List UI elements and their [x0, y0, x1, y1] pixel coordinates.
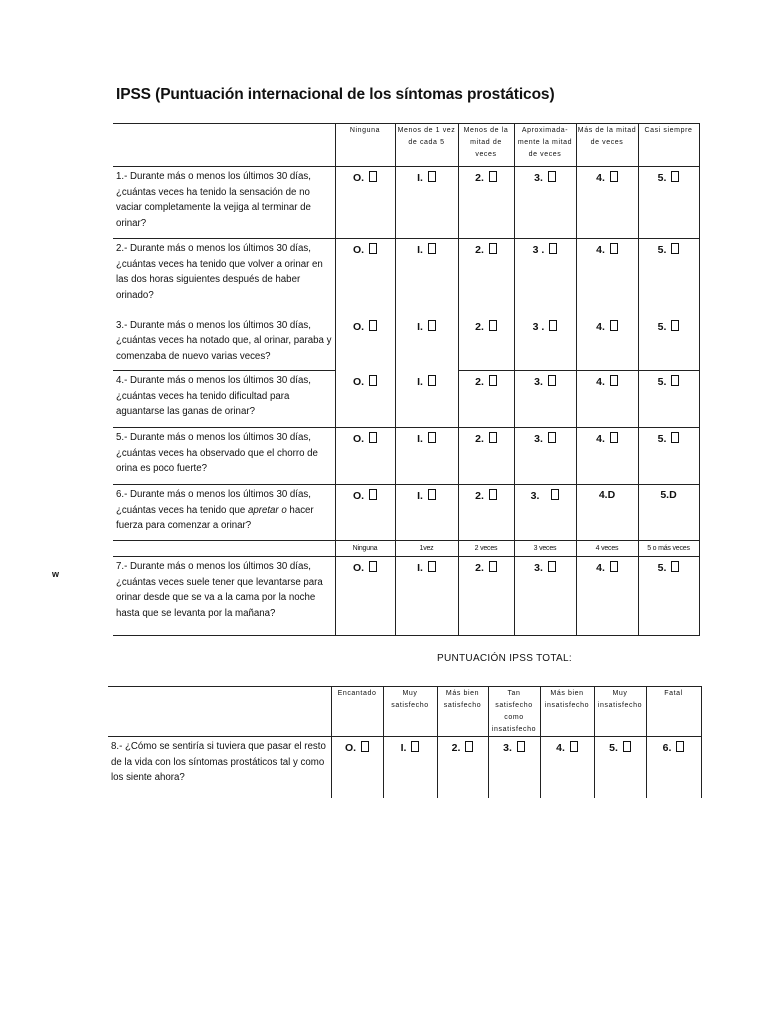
- checkbox-icon[interactable]: [428, 320, 436, 331]
- answer-option-0[interactable]: [335, 167, 395, 239]
- checkbox-icon[interactable]: [517, 741, 525, 752]
- question-text: 2.- Durante más o menos los últimos 30 días, ¿cuántas veces ha tenido que volver a orinar en las dos horas siguientes después de haber orinado?: [116, 243, 323, 301]
- answer-option-1[interactable]: [395, 239, 458, 316]
- answer-option-5[interactable]: [638, 239, 699, 316]
- question-row-6: [113, 485, 699, 541]
- option-label: I.: [400, 742, 407, 754]
- answer-option-4[interactable]: [540, 737, 594, 798]
- checkbox-icon[interactable]: [676, 741, 684, 752]
- answer-option-2[interactable]: [437, 737, 488, 798]
- checkbox-icon[interactable]: [610, 171, 618, 182]
- answer-option-0[interactable]: [331, 737, 383, 798]
- option-label: I.: [417, 490, 423, 502]
- header-row: [113, 124, 699, 167]
- question-text: 1.- Durante más o menos los últimos 30 días, ¿cuántas veces ha tenido la sensación de no vaciar completamente la vejiga al terminar de orinar?: [113, 167, 335, 239]
- checkbox-icon[interactable]: [489, 375, 497, 386]
- option-label: 5.: [657, 320, 667, 333]
- answer-option-5[interactable]: [638, 485, 699, 541]
- option-label: O.: [352, 172, 365, 184]
- checkbox-icon[interactable]: [549, 320, 557, 331]
- option-label: 5.D: [660, 489, 677, 501]
- checkbox-icon[interactable]: [489, 171, 497, 182]
- question-row-5: [113, 428, 699, 485]
- option-label: 3.: [534, 376, 543, 388]
- question-text: 8.- ¿Cómo se sentiría si tuviera que pasar el resto de la vida con los síntomas prostáticos tal y como los siente ahora?: [111, 741, 326, 783]
- answer-option-2[interactable]: [458, 239, 514, 316]
- checkbox-icon[interactable]: [489, 243, 497, 254]
- answer-option-0[interactable]: [335, 316, 395, 371]
- checkbox-icon[interactable]: [671, 561, 679, 572]
- answer-option-4[interactable]: [576, 371, 638, 428]
- option-label: O.: [352, 375, 365, 388]
- question-text: 5.- Durante más o menos los últimos 30 días, ¿cuántas veces ha observado que el chorro de orina es poco fuerte?: [113, 428, 335, 485]
- answer-option-1[interactable]: [383, 737, 437, 798]
- checkbox-icon[interactable]: [489, 320, 497, 331]
- answer-option-4[interactable]: [576, 239, 638, 316]
- checkbox-icon[interactable]: [548, 432, 556, 443]
- header-encantado: Encantado: [331, 687, 383, 737]
- header-ninguna: Ninguna: [335, 124, 395, 167]
- option-label: 2.: [475, 244, 484, 256]
- option-label: 6.: [662, 742, 672, 754]
- answer-option-0[interactable]: [335, 371, 395, 428]
- question-text: 7.- Durante más o menos los últimos 30 días, ¿cuántas veces suele tener que levantarse para orinar desde que se va a la cama por la noche hasta que se levanta por la mañana?: [113, 557, 335, 636]
- header-blank: [108, 687, 331, 737]
- checkbox-icon[interactable]: [570, 741, 578, 752]
- answer-option-4[interactable]: [576, 557, 638, 636]
- question-row-3: [113, 316, 699, 371]
- header-blank: [113, 541, 335, 557]
- answer-option-0[interactable]: [335, 557, 395, 636]
- option-label: 4.: [556, 742, 565, 754]
- checkbox-icon[interactable]: [610, 561, 618, 572]
- checkbox-icon[interactable]: [369, 489, 377, 500]
- header-muy-satisfecho: Muy satisfecho: [383, 687, 437, 737]
- checkbox-icon[interactable]: [369, 375, 377, 386]
- header-mas-bien-satisfecho: Más bien satisfecho: [437, 687, 488, 737]
- answer-option-5[interactable]: [638, 428, 699, 485]
- q7-header-3: 3 veces: [514, 541, 576, 557]
- option-label: 3 .: [532, 244, 545, 256]
- checkbox-icon[interactable]: [610, 243, 618, 254]
- answer-option-3[interactable]: [514, 239, 576, 316]
- q7-header-5: 5 o más veces: [638, 541, 699, 557]
- option-label: 4.: [596, 244, 605, 256]
- header-mas-bien-insatisfecho: Más bien insatisfecho: [540, 687, 594, 737]
- question-row-7: [113, 557, 699, 636]
- option-label: 2.: [475, 376, 484, 388]
- checkbox-icon[interactable]: [549, 243, 557, 254]
- answer-option-4[interactable]: [576, 167, 638, 239]
- answer-option-3[interactable]: [514, 167, 576, 239]
- answer-option-5[interactable]: [638, 167, 699, 239]
- checkbox-icon[interactable]: [610, 432, 618, 443]
- q7-header-2: 2 veces: [458, 541, 514, 557]
- option-label: 4.: [596, 562, 605, 574]
- option-label: O.: [352, 320, 365, 333]
- checkbox-icon[interactable]: [369, 320, 377, 331]
- checkbox-icon[interactable]: [548, 375, 556, 386]
- option-label: 3.: [503, 742, 512, 754]
- answer-option-3[interactable]: [514, 428, 576, 485]
- header-fatal: Fatal: [646, 687, 701, 737]
- option-label: 5.: [609, 742, 618, 754]
- option-label: 3.: [534, 562, 543, 574]
- answer-option-1[interactable]: [395, 316, 458, 371]
- option-label: 5.: [657, 562, 667, 574]
- checkbox-icon[interactable]: [369, 171, 377, 182]
- answer-option-5[interactable]: [638, 557, 699, 636]
- ipss-total-label: PUNTUACIÓN IPSS TOTAL:: [437, 653, 572, 664]
- header-menos-mitad: Menos de la mitad de veces: [458, 124, 514, 167]
- option-label: I.: [417, 244, 423, 256]
- question-text: 3.- Durante más o menos los últimos 30 días, ¿cuántas veces ha notado que, al orinar, paraba y comenzaba de nuevo varias veces?: [113, 316, 335, 371]
- question-text: [113, 485, 335, 541]
- quality-of-life-table: [108, 686, 702, 798]
- option-label: O.: [352, 433, 365, 445]
- option-label: 4.: [596, 433, 605, 445]
- option-label: 4.D: [598, 489, 616, 501]
- checkbox-icon[interactable]: [428, 171, 436, 182]
- option-label: I.: [417, 433, 423, 445]
- answer-option-5[interactable]: [594, 737, 646, 798]
- checkbox-icon[interactable]: [671, 171, 679, 182]
- question-text: 4.- Durante más o menos los últimos 30 días, ¿cuántas veces ha tenido dificultad para aguantarse las ganas de orinar?: [113, 371, 335, 428]
- satisfaction-header-row: [108, 687, 701, 737]
- option-label: I.: [417, 172, 423, 184]
- answer-option-1[interactable]: [395, 557, 458, 636]
- checkbox-icon[interactable]: [610, 320, 618, 331]
- option-label: 3.: [534, 433, 543, 445]
- option-label: 5.: [657, 376, 667, 388]
- question-row-1: [113, 167, 699, 239]
- stray-mark: w: [52, 569, 60, 579]
- option-label: I.: [417, 375, 423, 388]
- option-label: 5.: [657, 433, 667, 445]
- answer-option-5[interactable]: [638, 316, 699, 371]
- answer-option-2[interactable]: [458, 485, 514, 541]
- option-label: 4.: [596, 376, 605, 388]
- option-label: 3.: [534, 172, 543, 184]
- header-mas-mitad: Más de la mitad de veces: [576, 124, 638, 167]
- option-label: 2.: [451, 742, 461, 754]
- option-label: 3.: [530, 490, 540, 502]
- option-label: 2.: [475, 172, 484, 184]
- option-label: 4.: [596, 320, 605, 333]
- checkbox-icon[interactable]: [671, 375, 679, 386]
- option-label: I.: [417, 320, 423, 333]
- page-title: IPSS (Puntuación internacional de los síntomas prostáticos): [116, 86, 555, 103]
- checkbox-icon[interactable]: [489, 432, 497, 443]
- header-menos-1-de-5: Menos de 1 vez de cada 5: [395, 124, 458, 167]
- answer-option-2[interactable]: [458, 371, 514, 428]
- checkbox-icon[interactable]: [548, 561, 556, 572]
- answer-option-1[interactable]: [395, 428, 458, 485]
- checkbox-icon[interactable]: [428, 489, 436, 500]
- q7-header-1: 1vez: [395, 541, 458, 557]
- answer-option-4[interactable]: [576, 428, 638, 485]
- answer-option-2[interactable]: [458, 557, 514, 636]
- answer-option-0[interactable]: [335, 428, 395, 485]
- header-muy-insatisfecho: Muy insatisfecho: [594, 687, 646, 737]
- option-label: 5.: [657, 172, 667, 184]
- question-text-part: hacer fuerza para comenzar a orinar?: [116, 504, 314, 531]
- answer-option-6[interactable]: [646, 737, 701, 798]
- option-label: O.: [352, 244, 365, 256]
- checkbox-icon[interactable]: [428, 432, 436, 443]
- header-aprox-mitad: Aproximada-mente la mitad de veces: [514, 124, 576, 167]
- question-text-part: 6.- Durante más o menos los últimos 30 días, ¿cuántas veces ha tenido que: [116, 489, 311, 516]
- checkbox-icon[interactable]: [369, 561, 377, 572]
- option-label: 3 .: [532, 320, 545, 333]
- option-label: 4.: [596, 172, 605, 184]
- q7-header-0: Ninguna: [335, 541, 395, 557]
- checkbox-icon[interactable]: [551, 489, 559, 500]
- checkbox-icon[interactable]: [411, 741, 419, 752]
- answer-option-4[interactable]: [576, 485, 638, 541]
- checkbox-icon[interactable]: [369, 432, 377, 443]
- answer-option-3[interactable]: [514, 557, 576, 636]
- answer-option-0[interactable]: [335, 485, 395, 541]
- answer-option-3[interactable]: [514, 316, 576, 371]
- option-label: 5.: [657, 244, 667, 256]
- option-label: 2.: [475, 490, 484, 502]
- option-label: 2.: [475, 562, 484, 574]
- option-label: I.: [417, 562, 423, 574]
- checkbox-icon[interactable]: [623, 741, 631, 752]
- option-label: O.: [352, 562, 365, 574]
- checkbox-icon[interactable]: [465, 741, 473, 752]
- ipss-table: [113, 123, 700, 636]
- question-row-8: [108, 737, 701, 798]
- answer-option-4[interactable]: [576, 316, 638, 371]
- q7-header-4: 4 veces: [576, 541, 638, 557]
- checkbox-icon[interactable]: [671, 432, 679, 443]
- option-label: O.: [352, 490, 365, 502]
- checkbox-icon[interactable]: [369, 243, 377, 254]
- question-row-2: [113, 239, 699, 316]
- answer-option-1[interactable]: [395, 371, 458, 428]
- q7-header-row: [113, 541, 699, 557]
- answer-option-3[interactable]: [514, 485, 576, 541]
- option-label: O.: [344, 742, 357, 754]
- checkbox-icon[interactable]: [610, 375, 618, 386]
- checkbox-icon[interactable]: [548, 171, 556, 182]
- answer-option-1[interactable]: [395, 167, 458, 239]
- checkbox-icon[interactable]: [361, 741, 369, 752]
- answer-option-2[interactable]: [458, 428, 514, 485]
- header-tan-satisfecho: Tan satisfecho como insatisfecho: [488, 687, 540, 737]
- checkbox-icon[interactable]: [671, 243, 679, 254]
- checkbox-icon[interactable]: [489, 561, 497, 572]
- answer-option-3[interactable]: [514, 371, 576, 428]
- answer-option-0[interactable]: [335, 239, 395, 316]
- answer-option-2[interactable]: [458, 316, 514, 371]
- option-label: 2.: [475, 433, 484, 445]
- checkbox-icon[interactable]: [671, 320, 679, 331]
- question-text-italic: apretar o: [247, 504, 287, 516]
- answer-option-3[interactable]: [488, 737, 540, 798]
- question-row-4: [113, 371, 699, 428]
- answer-option-5[interactable]: [638, 371, 699, 428]
- checkbox-icon[interactable]: [489, 489, 497, 500]
- answer-option-1[interactable]: [395, 485, 458, 541]
- checkbox-icon[interactable]: [428, 243, 436, 254]
- option-label: 2.: [475, 320, 484, 333]
- header-blank: [113, 124, 335, 167]
- checkbox-icon[interactable]: [428, 375, 436, 386]
- checkbox-icon[interactable]: [428, 561, 436, 572]
- header-casi-siempre: Casi siempre: [638, 124, 699, 167]
- answer-option-2[interactable]: [458, 167, 514, 239]
